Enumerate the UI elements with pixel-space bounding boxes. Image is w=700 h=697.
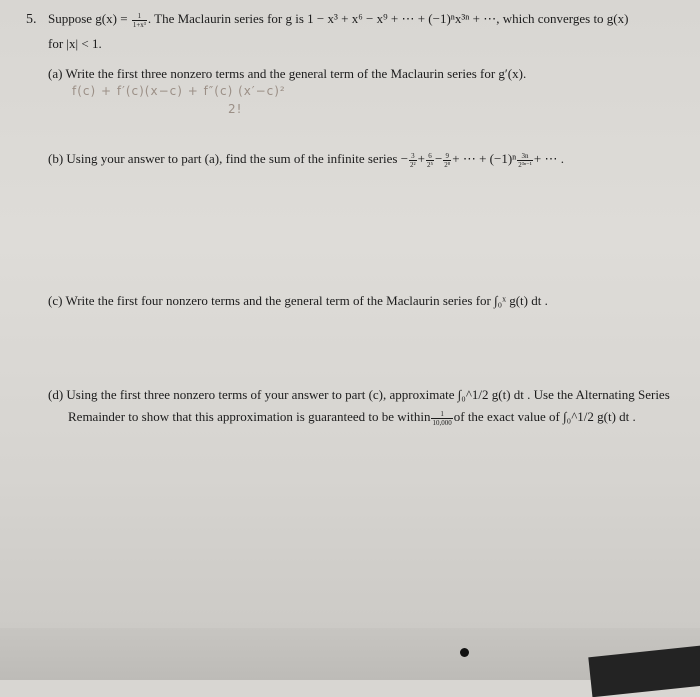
part-b-question: (b) Using your answer to part (a), find the sum of the infinite series − $\frac{3}{\text{2²}}$ + $\frac{6}{\text{2⁵}}$ − $\frac{9}{\text{2⁸}}$ + ⋯ + (−1)ⁿ $\frac{3n}{\text{2³ⁿ⁻¹}}$ + ⋯ . (48, 151, 564, 169)
part-d-question-line1: (d) Using the first three nonzero terms of your answer to part (c), approximate ∫₀^1/2 g(t) dt . Use the Alternating Series (48, 387, 670, 402)
series-fraction-1: $\frac{3}{\text{2²}}$ (410, 151, 416, 169)
tolerance-fraction: $\frac{1}{10,000}$ (432, 409, 452, 427)
problem-intro-line2: for |x| < 1. (48, 36, 102, 51)
intro-text-b: . The Maclaurin series for g is 1 − x³ + x⁶ − x⁹ + ⋯ + (−1)ⁿx³ⁿ + ⋯, which converges to g(x) (147, 11, 629, 26)
part-c-question: (c) Write the first four nonzero terms and the general term of the Maclaurin series for ∫₀ˣ g(t) dt . (48, 293, 548, 308)
handwritten-note-line2: 2! (228, 102, 243, 116)
handwritten-note-line1: f(c) + f′(c)(x−c) + f″(c) (x′−c)² (72, 84, 286, 98)
ink-dot (460, 648, 469, 657)
problem-intro-line1 (48, 11, 628, 29)
intro-fraction: $\frac{1}{\text{1+x³}}$ (132, 11, 146, 29)
part-d-question-line2: Remainder to show that this approximation is guaranteed to be within $\frac{1}{10,000}$ of the exact value of ∫₀^1/2 g(t) dt . (68, 409, 636, 427)
part-a-question: (a) Write the first three nonzero terms and the general term of the Maclaurin series for g′(x). (48, 66, 527, 81)
series-fraction-2: $\frac{6}{\text{2⁵}}$ (427, 151, 433, 169)
intro-text-a: Suppose g(x) = (48, 11, 131, 26)
series-fraction-general: $\frac{3n}{\text{2³ⁿ⁻¹}}$ (518, 151, 532, 169)
series-fraction-3: $\frac{9}{\text{2⁸}}$ (444, 151, 451, 169)
problem-number: 5. (26, 12, 37, 27)
